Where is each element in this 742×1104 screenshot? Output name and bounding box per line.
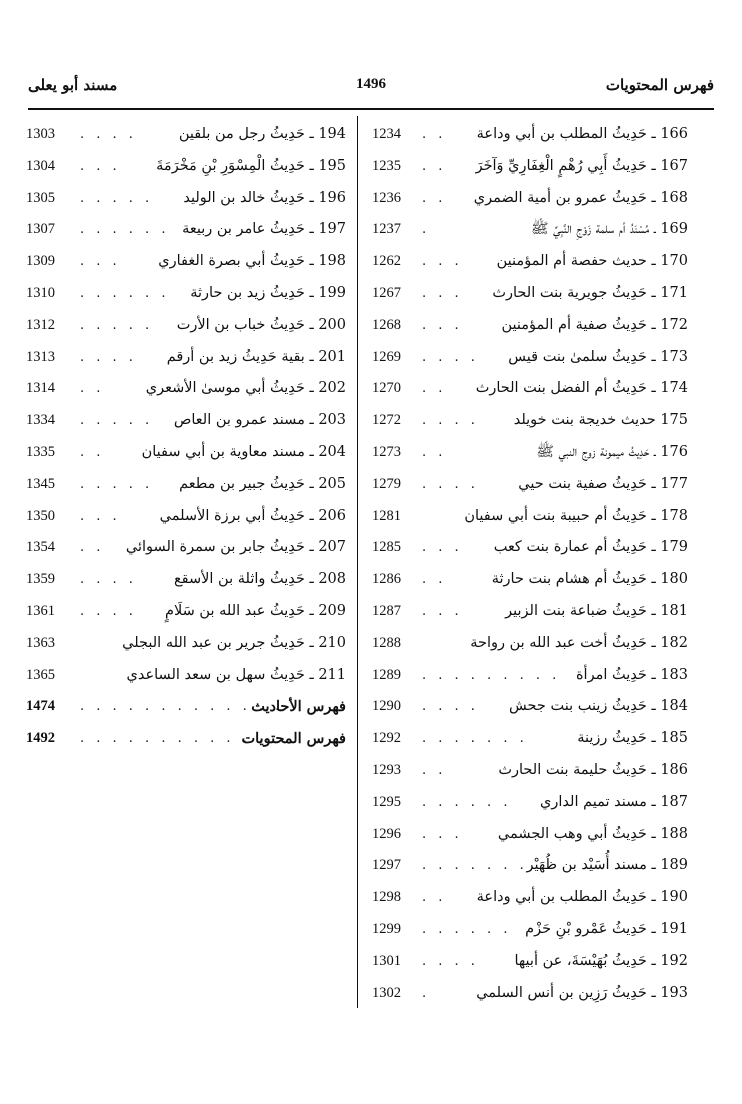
toc-entry-leader-dots: . . . . [422, 699, 479, 715]
toc-entry [372, 342, 688, 374]
toc-entry-leader-dots: . [422, 222, 431, 238]
toc-entry [26, 628, 346, 660]
toc-entry-page: 1262 [372, 253, 401, 270]
toc-entry [372, 151, 688, 183]
toc-entry-title: 209 ـ حَدِيثُ عبد الله بن سَلَامٍ [165, 602, 346, 619]
toc-entry-page: 1335 [26, 443, 55, 460]
toc-entry-title: 187 ـ مسند تميم الداري [540, 793, 688, 810]
toc-entry [372, 946, 688, 978]
toc-entry-title: 204 ـ مسند معاوية بن أبي سفيان [141, 443, 346, 460]
toc-entry-leader-dots: . . . [80, 158, 121, 174]
toc-entry-page: 1296 [372, 825, 401, 842]
toc-entry-page: 1363 [26, 634, 55, 651]
toc-entry-title: 171 ـ حَدِيثُ جويرية بنت الحارث [492, 284, 688, 301]
toc-entry-page: 1295 [372, 793, 401, 810]
toc-entry [372, 882, 688, 914]
toc-entry [26, 342, 346, 374]
toc-entry-page: 1298 [372, 889, 401, 906]
toc-entry-title: 196 ـ حَدِيثُ خالد بن الوليد [183, 189, 346, 206]
toc-entry-page: 1314 [26, 380, 55, 397]
toc-entry-title: 182 ـ حَدِيثُ أخت عبد الله بن رواحة [470, 634, 688, 651]
toc-entry-title: 207 ـ حَدِيثُ جابر بن سمرة السوائي [125, 539, 346, 556]
toc-entry-title: 205 ـ حَدِيثُ جبير بن مطعم [179, 475, 346, 492]
toc-entry-leader-dots: . . . . . . [422, 794, 512, 810]
toc-entry [372, 532, 688, 564]
toc-entry-title: 189 ـ مسند أُسَيْد بن ظُهَيْر [526, 857, 688, 874]
toc-entry-page: 1307 [26, 221, 55, 238]
toc-entry-title: 194 ـ حَدِيثُ رجل من بلقين [178, 126, 346, 142]
toc-entry-leader-dots: . . . . [80, 603, 137, 619]
running-header [28, 70, 714, 104]
toc-entry-title: 199 ـ حَدِيثُ زيد بن حارثة [190, 284, 346, 301]
toc-entry-page: 1345 [26, 475, 55, 492]
toc-entry [372, 437, 688, 469]
toc-entry-page: 1359 [26, 571, 55, 588]
toc-entry-page: 1310 [26, 284, 55, 301]
toc-entry [372, 501, 688, 533]
toc-entry [372, 564, 688, 596]
toc-entry-leader-dots: . . [422, 572, 447, 588]
toc-entry [26, 437, 346, 469]
toc-entry-leader-dots: . . [422, 127, 447, 142]
toc-entry-leader-dots: . . [422, 190, 447, 206]
toc-entry-title: 206 ـ حَدِيثُ أبي برزة الأسلمي [159, 507, 346, 524]
toc-entry-leader-dots: . . . . . [80, 317, 154, 333]
toc-entry [372, 914, 688, 946]
toc-entry-leader-dots: . . . [422, 540, 463, 556]
toc-entry-title: 181 ـ حَدِيثُ ضباعة بنت الزبير [505, 602, 688, 619]
toc-entry-title: 176 ـ حَدِيثُ ميمونة زوج النبي ﷺ [536, 443, 688, 460]
toc-entry [372, 660, 688, 692]
toc-entry-title: 183 ـ حَدِيثُ امرأة [575, 666, 688, 683]
toc-entry-page: 1235 [372, 157, 401, 174]
toc-entry [372, 850, 688, 882]
toc-entry-page: 1273 [372, 443, 401, 460]
toc-entry [372, 628, 688, 660]
toc-entry [26, 723, 346, 755]
toc-entry-page: 1234 [372, 126, 401, 142]
toc-entry-leader-dots: . . . . . [80, 190, 154, 206]
toc-entry [26, 246, 346, 278]
toc-entry-leader-dots: . . . . [80, 349, 137, 365]
toc-entry-leader-dots: . . . [422, 254, 463, 270]
page-number: 1496 [356, 76, 386, 92]
toc-entry [26, 469, 346, 501]
toc-entry [26, 405, 346, 437]
toc-entry [26, 119, 346, 151]
toc-entry-leader-dots: . . . . [80, 127, 137, 142]
toc-entry-page: 1269 [372, 348, 401, 365]
toc-entry [26, 532, 346, 564]
toc-entry-page: 1350 [26, 507, 55, 524]
toc-entry-page: 1299 [372, 920, 401, 937]
toc-entry-leader-dots: . . [422, 762, 447, 778]
toc-entry-title: فهرس الأحاديث [251, 698, 346, 716]
toc-entry-page: 1313 [26, 348, 55, 365]
toc-entry-leader-dots: . . . . [422, 413, 479, 429]
toc-entry-leader-dots: . . [422, 381, 447, 397]
toc-entry-page: 1309 [26, 253, 55, 270]
toc-entry-page: 1270 [372, 380, 401, 397]
toc-entry [372, 787, 688, 819]
toc-entry-title: 169 ـ مُسْنَدُ أم سلمة زَوْجِ النَّبِيِّ ﷺ [530, 221, 688, 238]
toc-entry [372, 214, 688, 246]
toc-entry [372, 691, 688, 723]
toc-entry [26, 151, 346, 183]
toc-entry-title: 201 ـ بقية حَدِيثُ زيد بن أرقم [166, 348, 346, 365]
toc-entry-title: 203 ـ مسند عمرو بن العاص [173, 412, 346, 429]
toc-entry-leader-dots: . . . [80, 508, 121, 524]
toc-entry-page: 1268 [372, 316, 401, 333]
toc-entry-leader-dots: . . . . . . . . . . . . . [80, 699, 284, 715]
toc-entry-page: 1287 [372, 602, 401, 619]
toc-entry-leader-dots: . . . . . . . [422, 731, 528, 747]
toc-entry-leader-dots: . . . . . . . [422, 858, 528, 874]
toc-entry [372, 596, 688, 628]
toc-entry-leader-dots: . . . . . [80, 413, 154, 429]
toc-entry-leader-dots: . . . [80, 254, 121, 270]
toc-entry-title: 188 ـ حَدِيثُ أبي وهب الجشمي [497, 825, 688, 842]
toc-entry-title: فهرس المحتويات [241, 730, 346, 748]
toc-entry-title: 191 ـ حَدِيثُ عَمْرو بْنِ حَزْم [525, 920, 688, 937]
toc-entry-title: 185 ـ حَدِيثُ رزينة [577, 730, 688, 747]
toc-right-column [372, 119, 688, 1009]
toc-entry-page: 1303 [26, 126, 55, 142]
toc-entry-title: 168 ـ حَدِيثُ عمرو بن أمية الضمري [473, 189, 688, 206]
toc-entry-page: 1286 [372, 571, 401, 588]
book-title: مسند أبو يعلى [28, 76, 118, 94]
toc-entry-title: 170 ـ حديث حفصة أم المؤمنين [496, 253, 688, 270]
toc-entry-leader-dots: . . [80, 444, 105, 460]
toc-entry-title: 174 ـ حَدِيثُ أم الفضل بنت الحارث [475, 380, 688, 397]
toc-entry-leader-dots: . . . . . . [422, 921, 512, 937]
toc-entry [26, 278, 346, 310]
toc-entry-title: 178 ـ حَدِيثُ أم حبيبة بنت أبي سفيان [464, 507, 688, 524]
toc-entry-leader-dots: . . [80, 540, 105, 556]
toc-entry [372, 755, 688, 787]
toc-entry-page: 1301 [372, 952, 401, 969]
toc-entry-title: 190 ـ حَدِيثُ المطلب بن أبي وداعة [476, 889, 688, 906]
toc-entry [26, 214, 346, 246]
toc-entry-page: 1297 [372, 857, 401, 874]
toc-entry-leader-dots: . . [422, 444, 447, 460]
toc-entry-page: 1288 [372, 634, 401, 651]
toc-entry-title: 173 ـ حَدِيثُ سلمىٰ بنت قيس [508, 348, 688, 365]
toc-entry [26, 373, 346, 405]
toc-entry-leader-dots: . . . . . . [80, 285, 170, 301]
toc-entry-title: 193 ـ حَدِيثُ رَزِين بن أنس السلمي [476, 984, 688, 1001]
toc-entry-title: 198 ـ حَدِيثُ أبي بصرة الغفاري [158, 253, 346, 270]
toc-entry [372, 405, 688, 437]
toc-entry-page: 1361 [26, 602, 55, 619]
toc-entry-title: 175 حديث خديجة بنت خويلد [513, 412, 688, 429]
toc-entry-title: 179 ـ حَدِيثُ أم عمارة بنت كعب [493, 539, 688, 556]
toc-entry [372, 119, 688, 151]
toc-entry-title: 195 ـ حَدِيثُ الْمِسْوَرِ بْنِ مَخْرَمَةَ [156, 157, 346, 174]
toc-entry-page: 1279 [372, 475, 401, 492]
toc-entry-leader-dots: . . . [422, 603, 463, 619]
toc-entry [26, 501, 346, 533]
toc-entry-leader-dots: . [422, 985, 431, 1001]
toc-entry-title: 210 ـ حَدِيثُ جرير بن عبد الله البجلي [122, 634, 346, 651]
toc-entry [26, 596, 346, 628]
toc-entry-leader-dots: . . [80, 381, 105, 397]
toc-entry-title: 192 ـ حَدِيثُ بُهَيْسَةَ، عن أبيها [514, 952, 688, 969]
toc-entry [26, 183, 346, 215]
toc-entry [372, 819, 688, 851]
toc-entry-leader-dots: . . [422, 158, 447, 174]
toc-entry [26, 564, 346, 596]
toc-entry-leader-dots: . . . [422, 317, 463, 333]
toc-entry-page: 1304 [26, 157, 55, 174]
toc-entry-leader-dots: . . . . . . [80, 222, 170, 238]
toc-entry-leader-dots: . . . . . . . . . . . . [80, 731, 268, 747]
toc-entry-page: 1292 [372, 730, 401, 747]
toc-entry-page: 1285 [372, 539, 401, 556]
toc-entry-page: 1365 [26, 666, 55, 683]
toc-entry-page: 1302 [372, 984, 401, 1001]
toc-entry-leader-dots: . . . . [422, 476, 479, 492]
toc-entry-title: 167 ـ حَدِيثُ أَبِي رُهْمٍ الْغِفَارِيِّ وَآخَرَ [475, 157, 688, 174]
toc-entry [372, 978, 688, 1010]
toc-entry-leader-dots: . . . . [422, 349, 479, 365]
toc-entry-leader-dots: . . . [422, 826, 463, 842]
toc-entry-title: 177 ـ حَدِيثُ صفية بنت حيي [518, 475, 688, 492]
toc-entry [372, 183, 688, 215]
toc-entry-title: 211 ـ حَدِيثُ سهل بن سعد الساعدي [126, 666, 346, 683]
toc-entry [372, 723, 688, 755]
toc-entry-title: 200 ـ حَدِيثُ خباب بن الأرت [176, 316, 346, 333]
toc-entry-leader-dots: . . . . . [80, 476, 154, 492]
toc-entry-title: 208 ـ حَدِيثُ واثلة بن الأسقع [173, 571, 346, 588]
toc-entry [372, 373, 688, 405]
toc-entry [372, 310, 688, 342]
toc-entry-leader-dots: . . . [422, 285, 463, 301]
toc-entry-page: 1354 [26, 539, 55, 556]
toc-entry [372, 278, 688, 310]
toc-entry-page: 1236 [372, 189, 401, 206]
toc-entry-page: 1305 [26, 189, 55, 206]
toc-entry [26, 691, 346, 723]
toc-entry [26, 310, 346, 342]
toc-entry [26, 660, 346, 692]
toc-entry-page: 1334 [26, 412, 55, 429]
toc-entry-page: 1312 [26, 316, 55, 333]
toc-entry-leader-dots: . . . . [422, 953, 479, 969]
toc-entry-leader-dots: . . [422, 890, 447, 906]
toc-entry-leader-dots: . . . . . . . . . [422, 667, 561, 683]
header-rule [28, 108, 714, 110]
toc-entry-title: 180 ـ حَدِيثُ أم هشام بنت حارثة [491, 571, 688, 588]
toc-entry-page: 1290 [372, 698, 401, 715]
toc-entry-title: 166 ـ حَدِيثُ المطلب بن أبي وداعة [476, 126, 688, 142]
toc-entry-page: 1272 [372, 412, 401, 429]
column-divider [357, 116, 358, 1008]
toc-entry-title: 172 ـ حَدِيثُ صفية أم المؤمنين [501, 316, 688, 333]
toc-entry-title: 197 ـ حَدِيثُ عامر بن ربيعة [182, 221, 346, 238]
toc-entry-page: 1289 [372, 666, 401, 683]
toc-entry-page: 1281 [372, 507, 401, 524]
toc-entry-page: 1237 [372, 221, 401, 238]
toc-entry-title: 184 ـ حَدِيثُ زينب بنت جحش [509, 698, 688, 715]
toc-entry-page: 1474 [26, 698, 55, 715]
toc-entry-page: 1293 [372, 761, 401, 778]
toc-entry-title: 202 ـ حَدِيثُ أبي موسىٰ الأشعري [145, 380, 346, 397]
section-title: فهرس المحتويات [605, 76, 714, 94]
toc-entry-leader-dots: . . . . [80, 572, 137, 588]
toc-entry-page: 1267 [372, 284, 401, 301]
toc-entry [372, 246, 688, 278]
toc-entry-page: 1492 [26, 730, 55, 747]
toc-entry-title: 186 ـ حَدِيثُ حليمة بنت الحارث [498, 761, 688, 778]
toc-left-column [26, 119, 346, 755]
toc-entry [372, 469, 688, 501]
